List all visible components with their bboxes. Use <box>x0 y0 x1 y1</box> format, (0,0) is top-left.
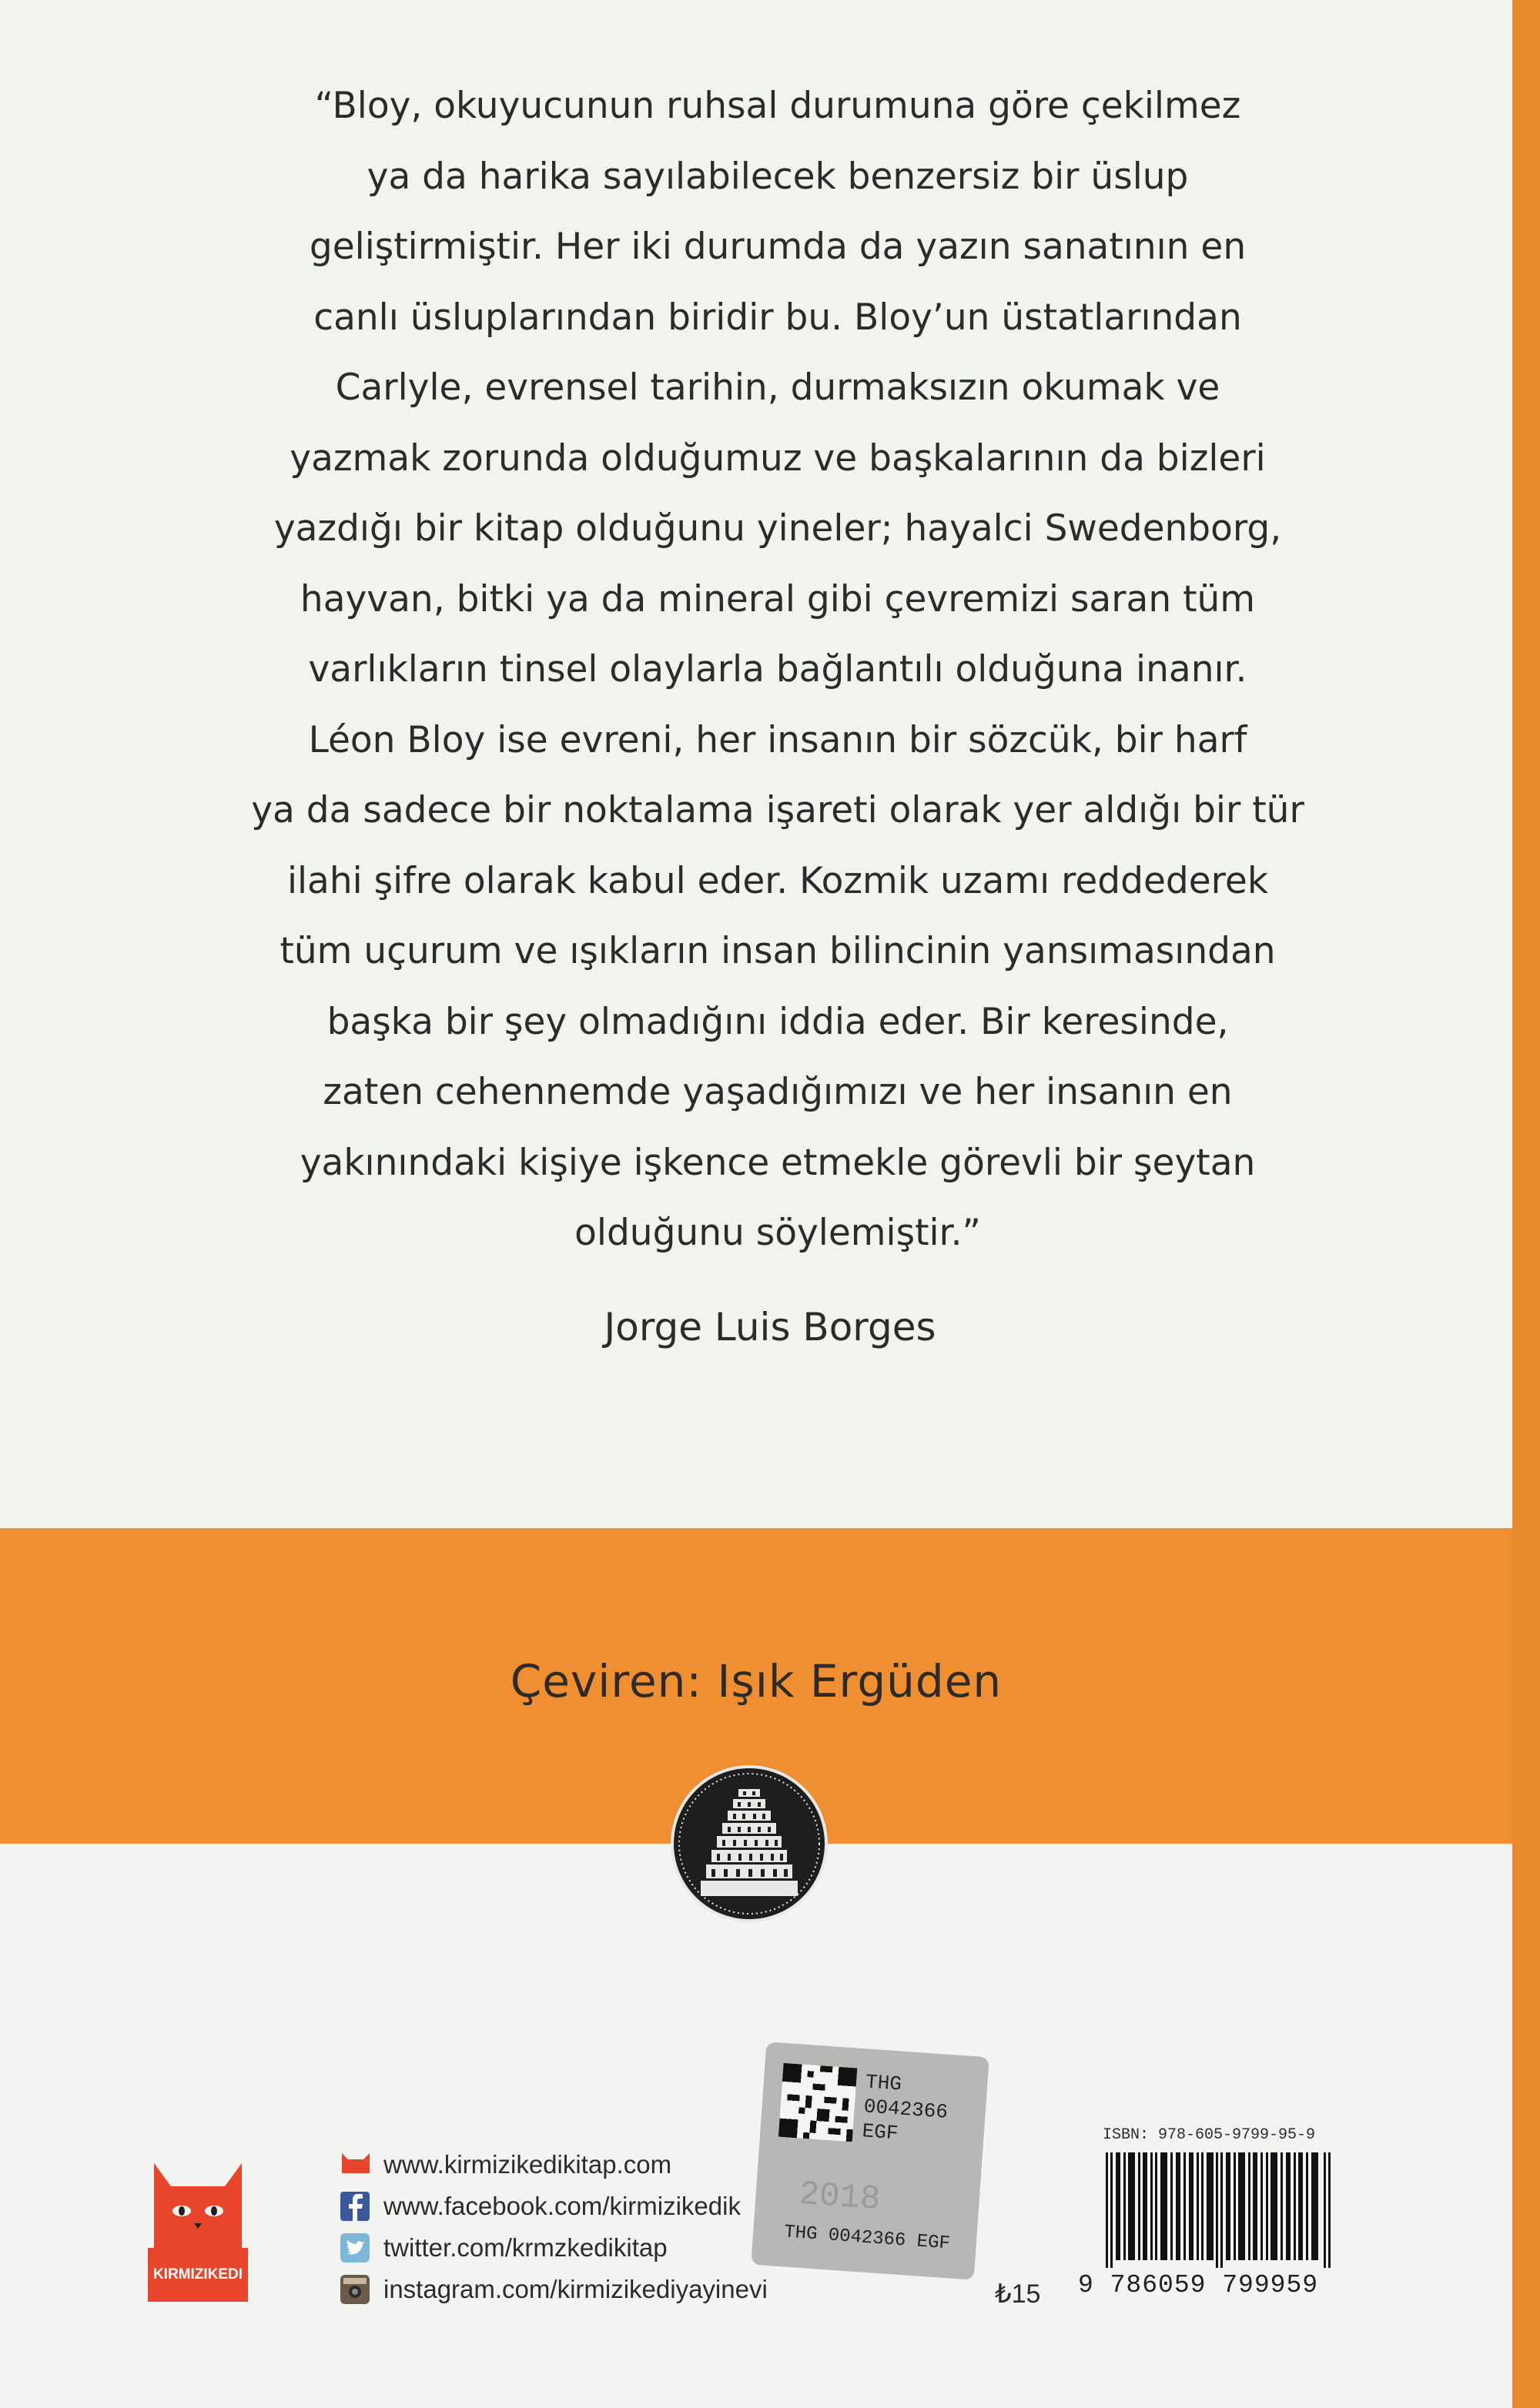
sticker-year: 2018 <box>797 2175 882 2219</box>
quote-line: hayvan, bitki ya da mineral gibi çevremizi saran tüm <box>300 577 1256 620</box>
quote-line: tüm uçurum ve ışıkların insan bilincinin yansımasından <box>280 930 1276 972</box>
twitter-link[interactable] <box>339 2227 768 2269</box>
barcode-icon <box>1103 2152 1334 2268</box>
logo-text: KIRMIZIKEDI <box>152 2266 243 2283</box>
link-text: www.kirmizikedikitap.com <box>383 2150 672 2179</box>
publisher-logo-icon <box>148 2155 248 2302</box>
quote-line: yazmak zorunda olduğumuz ve başkalarının da bizleri <box>290 436 1266 480</box>
quote-line: ya da harika sayılabilecek benzersiz bir üslup <box>367 155 1189 198</box>
qr-code-icon <box>778 2063 857 2142</box>
sticker-code-mid: 0042366 <box>862 2095 949 2124</box>
tower-emblem-icon <box>668 1763 830 1925</box>
facebook-link[interactable] <box>339 2186 768 2227</box>
quote-line: ilahi şifre olarak kabul eder. Kozmik uzamı reddederek <box>286 859 1269 902</box>
quote-line: geliştirmiştir. Her iki durumda da yazın sanatının en <box>309 226 1247 268</box>
link-text: twitter.com/krmzkedikitap <box>383 2233 668 2262</box>
instagram-link[interactable] <box>339 2269 768 2310</box>
translator-credit: Çeviren: Işık Ergüden <box>510 1655 1003 1707</box>
quote-line: zaten cehennemde yaşadığımızı ve her insanın en <box>323 1071 1233 1113</box>
instagram-icon <box>339 2275 373 2304</box>
quote-line: “Bloy, okuyucunun ruhsal durumuna göre çekilmez <box>314 85 1241 127</box>
quote-line: olduğunu söylemiştir.” <box>574 1212 981 1254</box>
facebook-icon <box>339 2192 373 2221</box>
publisher-links <box>339 2144 768 2310</box>
quote-line: Carlyle, evrensel tarihin, durmaksızın okumak ve <box>335 366 1220 409</box>
quote-line: Léon Bloy ise evreni, her insanın bir sözcük, bir harf <box>308 718 1247 761</box>
quote-line: ya da sadece bir noktalama işareti olarak yer aldığı bir tür <box>251 789 1304 831</box>
cover-edge <box>1512 0 1540 2408</box>
isbn-label: ISBN: 978-605-9799-95-9 <box>1103 2126 1316 2144</box>
quote-line: varlıkların tinsel olaylarla bağlantılı olduğuna inanır. <box>308 648 1247 691</box>
website-link[interactable] <box>339 2144 768 2186</box>
quote-line: yazdığı bir kitap olduğunu yineler; hayalci Swedenborg, <box>273 507 1282 550</box>
blurb-quote <box>154 71 1401 1269</box>
quote-author: Jorge Luis Borges <box>604 1305 936 1349</box>
banderol-sticker <box>751 2042 989 2280</box>
quote-line: canlı üsluplarından biridir bu. Bloy’un üstatlarından <box>313 296 1242 339</box>
link-text: instagram.com/kirmizikediyayinevi <box>383 2275 768 2303</box>
sticker-code-top: THG <box>865 2070 902 2096</box>
sticker-code-suffix: EGF <box>861 2119 899 2145</box>
barcode-number: 9 786059 799959 <box>1078 2271 1319 2299</box>
price-label: ₺15 <box>995 2279 1041 2309</box>
quote-line: yakınındaki kişiye işkence etmekle görevli bir şeytan <box>300 1141 1256 1184</box>
sticker-code-bottom: THG 0042366 EGF <box>783 2222 951 2255</box>
link-text: www.facebook.com/kirmizikedik <box>383 2192 741 2220</box>
cat-icon <box>339 2150 373 2179</box>
twitter-icon <box>339 2233 373 2263</box>
quote-line: başka bir şey olmadığını iddia eder. Bir keresinde, <box>326 1000 1229 1043</box>
